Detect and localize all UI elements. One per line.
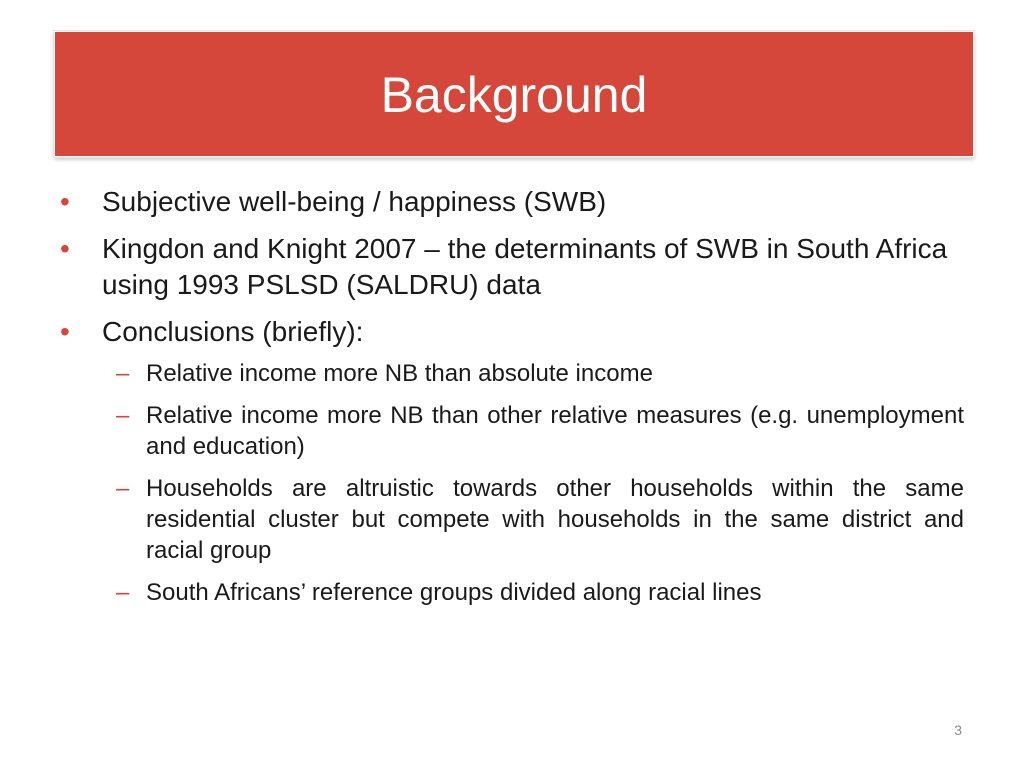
bullet-marker: • [60,316,70,347]
dash-marker: – [116,402,130,429]
page-number: 3 [954,722,962,738]
bullet-text: Subjective well-being / happiness (SWB) [102,186,607,217]
sub-bullet-item [60,577,964,608]
sub-bullet-text: Relative income more NB than other relative measures (e.g. unemployment and education) [146,402,964,460]
bullet-text: Conclusions (briefly): [102,316,364,347]
bullet-marker: • [60,233,70,264]
sub-bullet-item [60,473,964,566]
slide-title: Background [380,67,648,123]
sub-bullet-text: Relative income more NB than absolute income [146,360,653,387]
bullet-marker: • [60,186,70,217]
sub-bullet-text: Households are altruistic towards other households within the same residential cluster but compete with households in the same district and racial group [146,475,964,564]
dash-marker: – [116,475,130,502]
sub-bullet-item [60,400,964,462]
bullet-item [60,231,964,303]
sub-bullet-text: South Africans’ reference groups divided along racial lines [146,579,762,606]
slide-body [60,184,964,619]
bullet-item [60,314,964,350]
bullet-item [60,184,964,220]
sub-bullet-item [60,358,964,389]
title-banner [54,31,974,157]
dash-marker: – [116,579,130,606]
dash-marker: – [116,360,130,387]
bullet-text: Kingdon and Knight 2007 – the determinants of SWB in South Africa using 1993 PSLSD (SALDRU) data [102,233,948,300]
